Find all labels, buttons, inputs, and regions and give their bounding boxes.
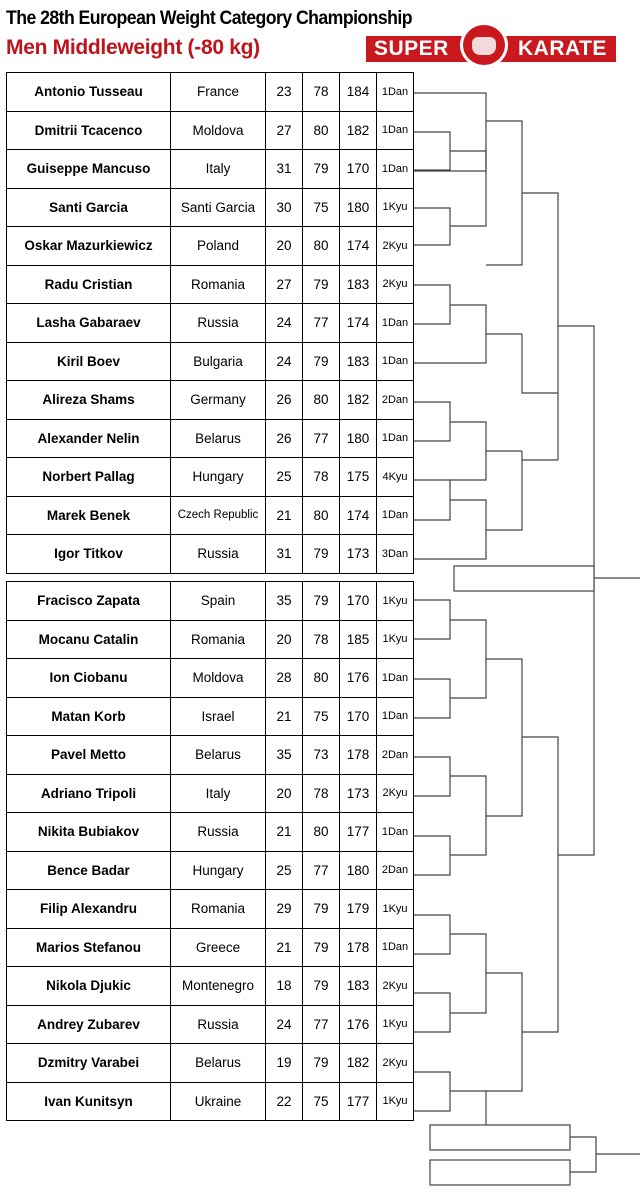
competitor-age: 31 [266, 150, 303, 189]
competitor-height: 176 [340, 1005, 377, 1044]
competitor-weight: 75 [303, 697, 340, 736]
competitor-country: Belarus [171, 1044, 266, 1083]
competitor-height: 177 [340, 813, 377, 852]
competitor-country: Russia [171, 1005, 266, 1044]
competitor-height: 185 [340, 620, 377, 659]
competitor-name: Nikita Bubiakov [7, 813, 171, 852]
competitor-age: 21 [266, 697, 303, 736]
bracket-line [414, 1072, 450, 1111]
bracket-line [486, 451, 522, 530]
competitor-grade: 1Dan [377, 697, 414, 736]
competitor-height: 183 [340, 967, 377, 1006]
competitor-height: 174 [340, 227, 377, 266]
competitor-age: 21 [266, 928, 303, 967]
competitor-weight: 80 [303, 496, 340, 535]
competitor-weight: 79 [303, 1044, 340, 1083]
competitor-grade: 1Kyu [377, 890, 414, 929]
competitor-height: 180 [340, 851, 377, 890]
competitor-grade: 2Kyu [377, 967, 414, 1006]
bracket-line [558, 326, 594, 578]
competitor-height: 178 [340, 736, 377, 775]
competitor-grade: 2Dan [377, 851, 414, 890]
competitor-name: Filip Alexandru [7, 890, 171, 929]
competitor-name: Igor Titkov [7, 535, 171, 574]
competitor-country: Montenegro [171, 967, 266, 1006]
competitor-height: 182 [340, 381, 377, 420]
competitor-weight: 79 [303, 342, 340, 381]
competitor-age: 26 [266, 381, 303, 420]
competitor-country: Santi Garcia [171, 188, 266, 227]
competitor-weight: 80 [303, 227, 340, 266]
competitor-weight: 79 [303, 535, 340, 574]
competitor-country: Poland [171, 227, 266, 266]
third-place-box-1 [430, 1125, 570, 1150]
competitor-country: Hungary [171, 851, 266, 890]
competitor-weight: 77 [303, 304, 340, 343]
bracket-line [522, 334, 558, 393]
bracket-line [414, 285, 450, 324]
bracket-line [450, 620, 486, 698]
competitor-height: 176 [340, 659, 377, 698]
competitor-name: Kiril Boev [7, 342, 171, 381]
competitor-age: 25 [266, 851, 303, 890]
competitor-grade: 1Dan [377, 304, 414, 343]
third-place-box-2 [430, 1160, 570, 1185]
competitor-weight: 77 [303, 851, 340, 890]
competitor-age: 31 [266, 535, 303, 574]
competitor-name: Pavel Metto [7, 736, 171, 775]
bracket-line [414, 836, 450, 875]
competitor-grade: 1Dan [377, 150, 414, 189]
competitor-height: 170 [340, 150, 377, 189]
competitor-weight: 80 [303, 813, 340, 852]
competitor-weight: 78 [303, 73, 340, 112]
bracket-line [558, 578, 594, 855]
competitor-age: 20 [266, 774, 303, 813]
competitor-grade: 2Dan [377, 736, 414, 775]
competitor-weight: 78 [303, 774, 340, 813]
competitor-height: 174 [340, 304, 377, 343]
competitor-height: 183 [340, 265, 377, 304]
competitor-age: 19 [266, 1044, 303, 1083]
championship-title: The 28th European Weight Category Championship [6, 8, 412, 29]
competitor-grade: 1Dan [377, 659, 414, 698]
competitor-name: Matan Korb [7, 697, 171, 736]
competitor-weight: 80 [303, 111, 340, 150]
bracket-line [414, 402, 450, 441]
competitor-name: Andrey Zubarev [7, 1005, 171, 1044]
competitor-height: 182 [340, 111, 377, 150]
competitor-height: 180 [340, 188, 377, 227]
competitor-age: 20 [266, 620, 303, 659]
competitor-height: 184 [340, 73, 377, 112]
competitor-grade: 2Kyu [377, 265, 414, 304]
bracket-line [414, 600, 450, 639]
competitor-age: 18 [266, 967, 303, 1006]
competitor-grade: 1Dan [377, 111, 414, 150]
competitor-name: Dzmitry Varabei [7, 1044, 171, 1083]
competitor-height: 170 [340, 582, 377, 621]
competitor-country: Ukraine [171, 1082, 266, 1121]
competitor-name: Dmitrii Tcacenco [7, 111, 171, 150]
competitor-age: 26 [266, 419, 303, 458]
competitor-name: Mocanu Catalin [7, 620, 171, 659]
bracket-line [450, 934, 486, 1013]
competitor-country: Italy [171, 774, 266, 813]
competitor-grade: 1Dan [377, 813, 414, 852]
competitor-country: Belarus [171, 736, 266, 775]
competitor-weight: 79 [303, 928, 340, 967]
competitor-name: Lasha Gabaraev [7, 304, 171, 343]
competitor-country: Germany [171, 381, 266, 420]
competitor-age: 24 [266, 342, 303, 381]
competitor-name: Bence Badar [7, 851, 171, 890]
competitor-height: 178 [340, 928, 377, 967]
logo-word-super: SUPER [374, 37, 449, 60]
competitor-country: Czech Republic [171, 496, 266, 535]
competitor-age: 21 [266, 813, 303, 852]
competitor-grade: 1Dan [377, 342, 414, 381]
competitor-grade: 2Dan [377, 381, 414, 420]
competitor-weight: 78 [303, 458, 340, 497]
bracket-line [414, 679, 450, 718]
competitor-grade: 1Dan [377, 73, 414, 112]
competitor-age: 24 [266, 304, 303, 343]
competitor-name: Antonio Tusseau [7, 73, 171, 112]
bracket-line [486, 973, 522, 1091]
competitor-weight: 79 [303, 150, 340, 189]
competitor-grade: 1Kyu [377, 582, 414, 621]
competitor-height: 175 [340, 458, 377, 497]
competitor-country: France [171, 73, 266, 112]
competitor-age: 30 [266, 188, 303, 227]
competitor-age: 29 [266, 890, 303, 929]
competitor-country: Hungary [171, 458, 266, 497]
competitor-age: 21 [266, 496, 303, 535]
competitor-weight: 77 [303, 419, 340, 458]
competitor-age: 25 [266, 458, 303, 497]
competitor-country: Greece [171, 928, 266, 967]
competitor-name: Nikola Djukic [7, 967, 171, 1006]
competitor-height: 174 [340, 496, 377, 535]
final-result-box [454, 566, 594, 591]
competitor-grade: 2Kyu [377, 227, 414, 266]
competitor-country: Russia [171, 813, 266, 852]
weight-category-title: Men Middleweight (-80 kg) [6, 36, 260, 59]
competitor-country: Romania [171, 890, 266, 929]
competitor-country: Romania [171, 620, 266, 659]
competitor-country: Israel [171, 697, 266, 736]
competitor-age: 35 [266, 736, 303, 775]
competitor-age: 24 [266, 1005, 303, 1044]
competitor-name: Alexander Nelin [7, 419, 171, 458]
bracket-line [522, 193, 558, 460]
competitor-grade: 1Kyu [377, 1082, 414, 1121]
competitor-weight: 75 [303, 1082, 340, 1121]
competitor-height: 173 [340, 535, 377, 574]
competitor-grade: 1Dan [377, 419, 414, 458]
competitor-country: Bulgaria [171, 342, 266, 381]
competitor-country: Moldova [171, 111, 266, 150]
competitor-weight: 80 [303, 659, 340, 698]
competitor-height: 179 [340, 890, 377, 929]
competitor-name: Santi Garcia [7, 188, 171, 227]
competitor-name: Adriano Tripoli [7, 774, 171, 813]
bracket-line [450, 776, 486, 855]
bracket-line [414, 480, 450, 520]
competitor-height: 173 [340, 774, 377, 813]
bracket-line [414, 993, 450, 1032]
competitor-name: Marek Benek [7, 496, 171, 535]
competitor-country: Romania [171, 265, 266, 304]
competitor-grade: 1Kyu [377, 188, 414, 227]
competitor-height: 182 [340, 1044, 377, 1083]
competitor-weight: 79 [303, 890, 340, 929]
competitor-grade: 1Dan [377, 928, 414, 967]
competitor-grade: 2Kyu [377, 774, 414, 813]
competitor-height: 180 [340, 419, 377, 458]
competitor-name: Marios Stefanou [7, 928, 171, 967]
bracket-line [450, 151, 486, 226]
competitor-weight: 77 [303, 1005, 340, 1044]
bracket-line [450, 422, 486, 480]
competitor-country: Belarus [171, 419, 266, 458]
competitor-weight: 80 [303, 381, 340, 420]
competitor-country: Italy [171, 150, 266, 189]
competitor-height: 170 [340, 697, 377, 736]
competitor-age: 35 [266, 582, 303, 621]
competitor-age: 27 [266, 111, 303, 150]
competitor-grade: 1Dan [377, 496, 414, 535]
bracket-line [522, 737, 558, 1032]
competitor-country: Spain [171, 582, 266, 621]
competitor-grade: 4Kyu [377, 458, 414, 497]
competitor-country: Moldova [171, 659, 266, 698]
competitor-weight: 79 [303, 265, 340, 304]
competitor-grade: 1Kyu [377, 620, 414, 659]
competitor-name: Alireza Shams [7, 381, 171, 420]
bracket-line [414, 757, 450, 796]
competitor-country: Russia [171, 535, 266, 574]
competitor-age: 23 [266, 73, 303, 112]
bracket-line [570, 1137, 596, 1172]
competitor-weight: 78 [303, 620, 340, 659]
competitor-name: Oskar Mazurkiewicz [7, 227, 171, 266]
competitor-age: 22 [266, 1082, 303, 1121]
competitor-name: Fracisco Zapata [7, 582, 171, 621]
bracket-line [414, 915, 450, 954]
bracket-line [486, 659, 522, 816]
competitor-age: 20 [266, 227, 303, 266]
competitor-height: 183 [340, 342, 377, 381]
competitor-weight: 73 [303, 736, 340, 775]
competitor-grade: 2Kyu [377, 1044, 414, 1083]
bracket-line [486, 121, 522, 265]
competitor-age: 27 [266, 265, 303, 304]
competitor-weight: 79 [303, 582, 340, 621]
competitor-height: 177 [340, 1082, 377, 1121]
competitor-country: Russia [171, 304, 266, 343]
logo-word-karate: KARATE [518, 37, 607, 60]
bracket-line [414, 132, 450, 170]
competitor-name: Norbert Pallag [7, 458, 171, 497]
competitor-name: Guiseppe Mancuso [7, 150, 171, 189]
competitor-name: Ion Ciobanu [7, 659, 171, 698]
competitor-name: Ivan Kunitsyn [7, 1082, 171, 1121]
competitor-weight: 75 [303, 188, 340, 227]
bracket-line [414, 208, 450, 245]
competitor-weight: 79 [303, 967, 340, 1006]
competitor-age: 28 [266, 659, 303, 698]
competitor-name: Radu Cristian [7, 265, 171, 304]
competitor-grade: 3Dan [377, 535, 414, 574]
competitor-grade: 1Kyu [377, 1005, 414, 1044]
